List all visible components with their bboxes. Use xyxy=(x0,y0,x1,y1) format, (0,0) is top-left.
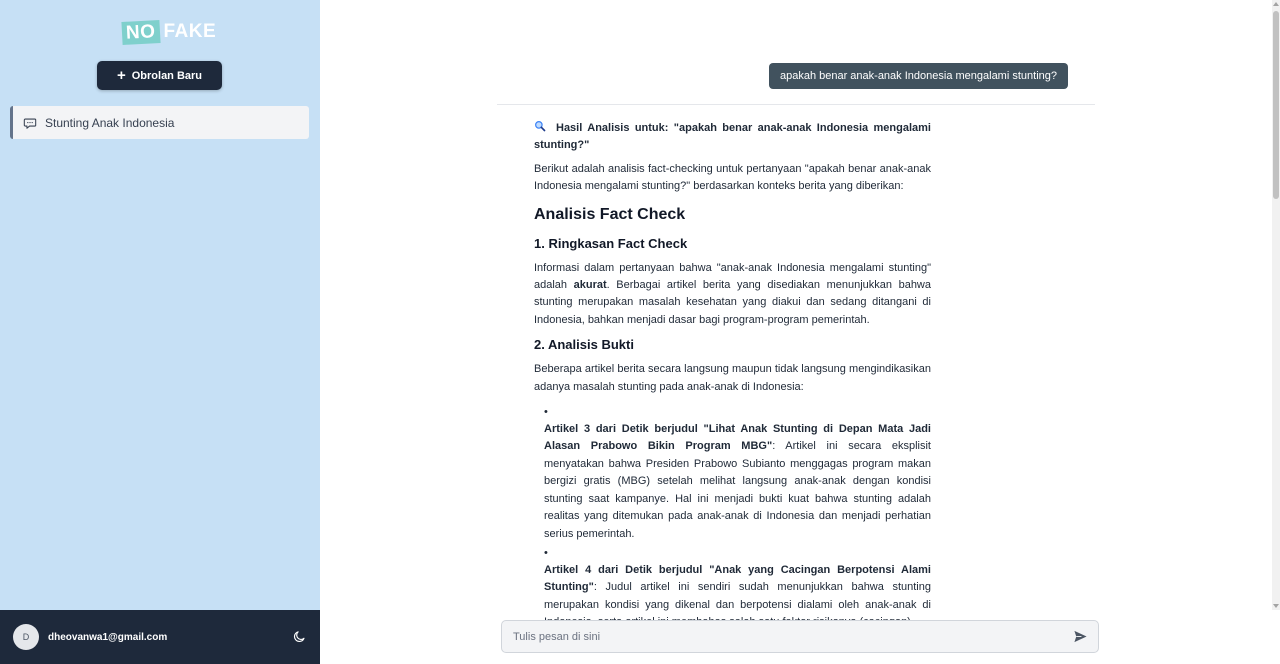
section-1-text xyxy=(534,260,931,330)
section-1-title: 1. Ringkasan Fact Check xyxy=(534,235,688,251)
evidence-list xyxy=(534,404,931,631)
assistant-answer xyxy=(534,120,931,611)
scroll-up-arrow-icon[interactable] xyxy=(1273,2,1279,6)
new-chat-button[interactable] xyxy=(97,61,222,90)
chat-bubble-icon xyxy=(23,116,37,130)
section-2-intro: Beberapa artikel berita secara langsung maupun tidak langsung mengindikasikan adanya masalah stunting pada anak-anak di Indonesia: xyxy=(534,363,931,393)
send-icon[interactable] xyxy=(1073,629,1088,644)
section-1-text-b: . Berbagai artikel berita yang disediakan menunjukkan bahwa stunting merupakan masalah kesehatan yang diakui dan sedang ditangani di Indonesia, bahkan menjadi dasar bagi program-program pemerintah. xyxy=(534,279,931,326)
user-footer xyxy=(0,610,320,664)
user-email: dheovanwa1@gmail.com xyxy=(48,631,168,643)
answer-heading xyxy=(534,120,931,155)
moon-icon[interactable] xyxy=(293,630,306,643)
list-item xyxy=(544,545,931,632)
plus-icon: + xyxy=(116,67,126,84)
bullet-marker xyxy=(544,404,931,421)
logo-no: NO xyxy=(121,20,160,45)
app-logo[interactable] xyxy=(122,20,216,44)
answer-intro: Berikut adalah analisis fact-checking untuk pertanyaan "apakah benar anak-anak Indonesia mengalami stunting?" berdasarkan konteks berita yang diberikan: xyxy=(534,162,931,193)
scroll-thumb[interactable] xyxy=(1273,11,1279,199)
answer-heading-text: Hasil Analisis untuk: "apakah benar anak-anak Indonesia mengalami stunting?" xyxy=(534,122,931,152)
history-item-label: Stunting Anak Indonesia xyxy=(45,115,175,130)
avatar[interactable]: D xyxy=(13,624,39,650)
answer-title: Analisis Fact Check xyxy=(534,205,686,223)
scroll-down-arrow-icon[interactable] xyxy=(1273,604,1279,608)
scrollbar[interactable] xyxy=(1272,0,1280,610)
section-1-text-a: Informasi dalam pertanyaan bahwa "anak-anak Indonesia mengalami stunting" adalah xyxy=(534,261,931,292)
list-item-bold: Artikel 3 dari Detik berjudul "Lihat Anak Stunting di Depan Mata Jadi Alasan Prabowo Bikin Program MBG" xyxy=(544,423,931,453)
section-2-title: 2. Analisis Bukti xyxy=(534,337,634,353)
section-1-bold: akurat xyxy=(573,279,607,292)
list-item-body: : Artikel ini secara eksplisit menyatakan bahwa Presiden Prabowo Subianto menggagas program makan bergizi gratis (MBG) setelah melihat langsung anak-anak dengan kondisi stunting saat kampanye. Hal ini menjadi bukti kuat bahwa stunting adalah realitas yang ditemukan pada anak-anak di Indonesia dan menjadi perhatian serius pemerintah. xyxy=(544,440,931,540)
history-item[interactable] xyxy=(10,106,309,139)
list-item-text xyxy=(544,421,931,543)
list-item-bold: Artikel 4 dari Detik berjudul "Anak yang Cacingan Berpotensi Alami Stunting" xyxy=(544,563,931,594)
sidebar xyxy=(0,0,320,664)
message-input[interactable] xyxy=(502,621,1062,652)
message-composer xyxy=(501,620,1099,653)
list-item-body: : Judul artikel ini sendiri sudah menunjukkan bahwa stunting merupakan kondisi yang dikenal dan berpotensi dialami oleh anak-anak di xyxy=(544,581,931,611)
list-item xyxy=(544,404,931,543)
logo-fake: FAKE xyxy=(163,21,217,42)
new-chat-label: Obrolan Baru xyxy=(131,69,203,82)
user-message-bubble: apakah benar anak-anak Indonesia mengalami stunting? xyxy=(769,63,1068,89)
bullet-marker xyxy=(544,545,931,562)
message-divider xyxy=(497,104,1095,105)
magnifier-icon xyxy=(534,120,546,132)
chat-area xyxy=(320,0,1272,664)
